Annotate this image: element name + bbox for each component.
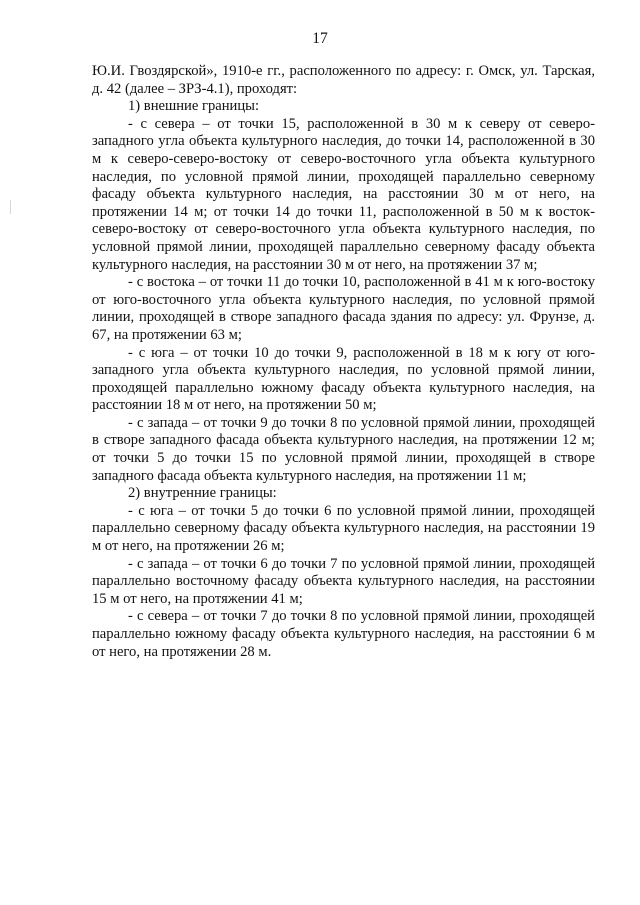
document-body bbox=[92, 63, 595, 661]
paragraph-south-border: - с юга – от точки 10 до точки 9, расположенной в 18 м к югу от юго-западного угла объекта культурного наследия, по условной прямой линии, проходящей параллельно южному фасаду объекта культурного наследия, на расстоянии 18 м от него, на протяжении 50 м; bbox=[92, 344, 595, 414]
paragraph-internal-south-border: - с юга – от точки 5 до точки 6 по условной прямой линии, проходящей параллельно северному фасаду объекта культурного наследия, на расстоянии 19 м от него, на протяжении 26 м; bbox=[92, 502, 595, 555]
paragraph-external-borders-heading: 1) внешние границы: bbox=[128, 98, 260, 115]
paragraph-internal-north-border: - с севера – от точки 7 до точки 8 по условной прямой линии, проходящей параллельно южному фасаду объекта культурного наследия, на расстоянии 6 м от него, на протяжении 28 м. bbox=[92, 608, 595, 660]
paragraph-west-border: - с запада – от точки 9 до точки 8 по условной прямой линии, проходящей в створе западного фасада объекта культурного наследия, на протяжении 12 м; от точки 5 до точки 15 по условной прямой линии, проходящей в створе западного фасада объекта культурного наследия, на протяжении 11 м; bbox=[92, 414, 595, 484]
paragraph-north-border: - с севера – от точки 15, расположенной в 30 м к северу от северо-западного угла объекта культурного наследия, до точки 14, расположенной в 30 м к северо-северо-востоку от северо-восточного угла объекта культурного наследия, по условной прямой линии, проходящей параллельно северному фасаду объекта культурного наследия, на расстоянии 30 м от него, на протяжении 14 м; от точки 14 до точки 11, расположенной в 50 м к восток-северо-востоку от северо-восточного угла объекта культурного наследия, по условной прямой линии, проходящей параллельно северному фасаду объекта культурного наследия, на расстоянии 30 м от него, на протяжении 37 м; bbox=[92, 115, 595, 273]
page-number: 17 bbox=[312, 30, 328, 47]
paragraph-intro: Ю.И. Гвоздярской», 1910-е гг., расположенного по адресу: г. Омск, ул. Тарская, д. 42 (далее – ЗРЗ-4.1), проходят: bbox=[92, 63, 595, 97]
margin-mark bbox=[10, 200, 11, 214]
paragraph-internal-west-border: - с запада – от точки 6 до точки 7 по условной прямой линии, проходящей параллельно восточному фасаду объекта культурного наследия, на расстоянии 15 м от него, на протяжении 41 м; bbox=[92, 555, 595, 607]
paragraph-internal-borders-heading: 2) внутренние границы: bbox=[128, 485, 277, 502]
paragraph-east-border: - с востока – от точки 11 до точки 10, расположенной в 41 м к юго-востоку от юго-восточного угла объекта культурного наследия, по условной прямой линии, проходящей в створе западного фасада здания по адресу: ул. Фрунзе, д. 67, на протяжении 63 м; bbox=[92, 274, 595, 343]
